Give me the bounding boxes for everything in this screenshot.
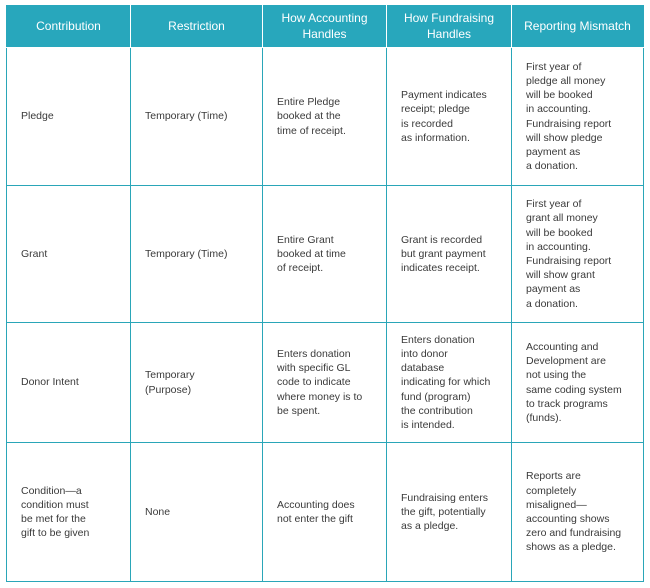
cell-contribution: Donor Intent [7, 323, 131, 443]
cell-contribution: Grant [7, 186, 131, 323]
header-fundraising: How Fundraising Handles [387, 6, 512, 48]
contribution-reporting-table [6, 5, 644, 582]
cell-mismatch: Accounting and Development are not using the same coding system to track programs (funds). [512, 323, 644, 443]
header-mismatch: Reporting Mismatch [512, 6, 644, 48]
cell-contribution: Pledge [7, 48, 131, 186]
table-row [7, 48, 644, 186]
cell-restriction: Temporary (Time) [131, 186, 263, 323]
cell-accounting: Enters donation with specific GL code to indicate where money is to be spent. [263, 323, 387, 443]
cell-fundraising: Fundraising enters the gift, potentially as a pledge. [387, 443, 512, 582]
cell-contribution: Condition—a condition must be met for the gift to be given [7, 443, 131, 582]
header-accounting: How Accounting Handles [263, 6, 387, 48]
header-row [7, 6, 644, 48]
cell-accounting: Entire Grant booked at time of receipt. [263, 186, 387, 323]
table-row [7, 443, 644, 582]
cell-fundraising: Grant is recorded but grant payment indicates receipt. [387, 186, 512, 323]
cell-restriction: Temporary (Purpose) [131, 323, 263, 443]
table-row [7, 323, 644, 443]
header-contribution: Contribution [7, 6, 131, 48]
cell-fundraising: Enters donation into donor database indicating for which fund (program) the contribution is intended. [387, 323, 512, 443]
cell-mismatch: Reports are completely misaligned— accounting shows zero and fundraising shows as a pledge. [512, 443, 644, 582]
cell-mismatch: First year of grant all money will be booked in accounting. Fundraising report will show grant payment as a donation. [512, 186, 644, 323]
cell-accounting: Accounting does not enter the gift [263, 443, 387, 582]
table-row [7, 186, 644, 323]
cell-restriction: Temporary (Time) [131, 48, 263, 186]
cell-accounting: Entire Pledge booked at the time of receipt. [263, 48, 387, 186]
cell-fundraising: Payment indicates receipt; pledge is recorded as information. [387, 48, 512, 186]
cell-restriction: None [131, 443, 263, 582]
header-restriction: Restriction [131, 6, 263, 48]
cell-mismatch: First year of pledge all money will be booked in accounting. Fundraising report will show pledge payment as a donation. [512, 48, 644, 186]
